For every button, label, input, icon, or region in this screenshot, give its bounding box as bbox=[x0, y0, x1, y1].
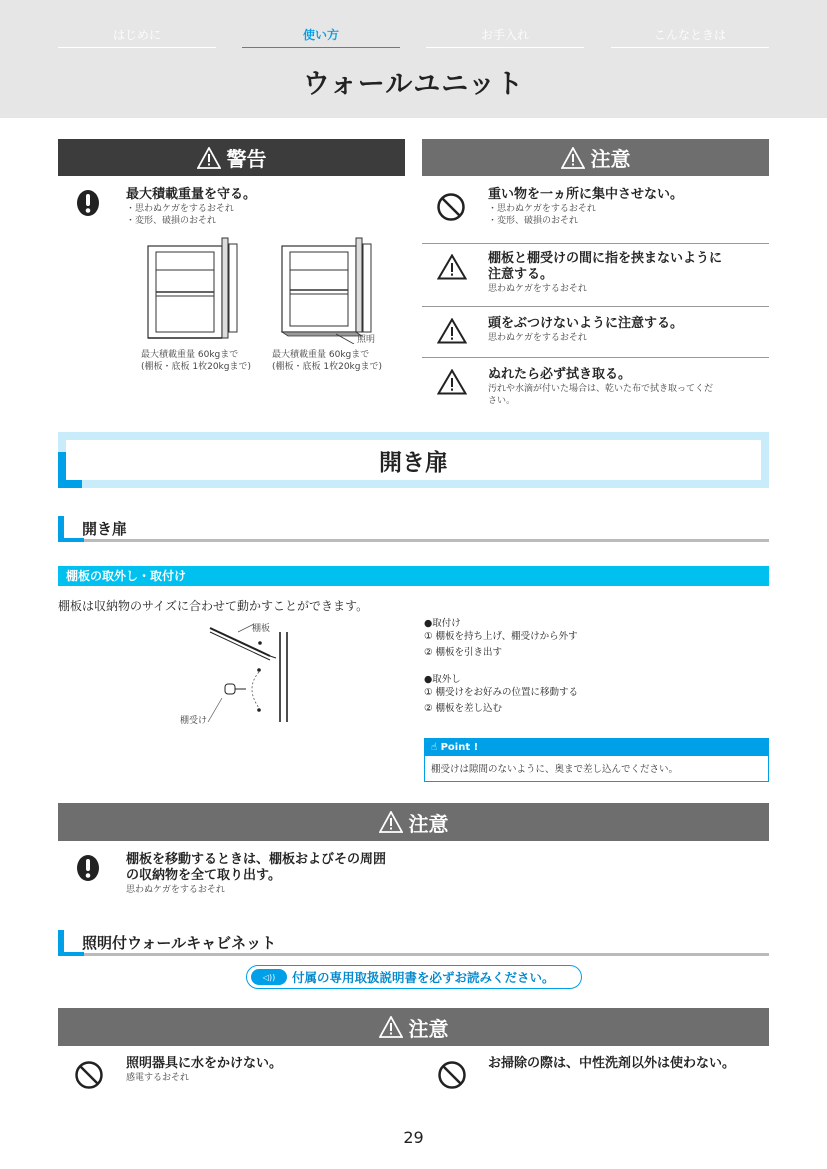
warning-line: ・変形、破損のおそれ bbox=[126, 216, 217, 226]
subsection-heading bbox=[58, 516, 769, 542]
heading-mark bbox=[58, 538, 84, 542]
caution-triangle-icon bbox=[437, 318, 467, 344]
figure-caption-line: 最大積載重量 60kgまで bbox=[272, 350, 370, 360]
warning-item bbox=[126, 187, 256, 227]
caution-bar bbox=[58, 1008, 769, 1046]
caution-heading: 注意する。 bbox=[488, 267, 554, 282]
page-number: 29 bbox=[403, 1128, 424, 1147]
caution-heading: お掃除の際は、中性洗剤以外は使わない。 bbox=[488, 1056, 736, 1071]
subsection-title: 開き扉 bbox=[82, 520, 128, 538]
section-title-box bbox=[58, 432, 769, 488]
manual-notice bbox=[246, 965, 582, 989]
mandatory-icon bbox=[76, 854, 100, 882]
divider bbox=[422, 357, 769, 358]
warning-triangle-icon bbox=[561, 147, 585, 169]
warning-heading: 最大積載重量を守る。 bbox=[126, 187, 257, 202]
intro-text: 棚板は収納物のサイズに合わせて動かすことができます。 bbox=[58, 599, 369, 613]
caution-heading: 棚板を移動するときは、棚板およびその周囲 bbox=[126, 852, 387, 867]
caution-heading: の収納物を全て取り出す。 bbox=[126, 868, 281, 883]
tab-troubleshooting[interactable]: こんなときは bbox=[611, 26, 769, 48]
tab-intro[interactable]: はじめに bbox=[58, 26, 216, 48]
section-corner bbox=[58, 480, 82, 488]
point-box bbox=[424, 738, 769, 782]
caution-triangle-icon bbox=[437, 369, 467, 395]
caution-line: 思わぬケガをするおそれ bbox=[488, 284, 587, 294]
caution-title: 注意 bbox=[408, 1016, 449, 1041]
warning-triangle-icon bbox=[379, 811, 403, 833]
caution-line: さい。 bbox=[488, 396, 516, 406]
figure-caption bbox=[141, 349, 251, 373]
caution-item bbox=[126, 852, 386, 896]
instructions bbox=[424, 617, 578, 715]
caution-heading: ぬれたら必ず拭き取る。 bbox=[488, 367, 632, 382]
caution-title: 注意 bbox=[590, 147, 631, 171]
cabinet-figure-2 bbox=[276, 236, 388, 344]
figure-caption-line: (棚板・底板 1枚20kgまで) bbox=[141, 362, 251, 372]
shelf-support-label: 棚受け bbox=[180, 716, 208, 726]
divider bbox=[422, 306, 769, 307]
notice-text: 付属の専用取扱説明書を必ずお読みください。 bbox=[292, 970, 555, 985]
mandatory-icon bbox=[76, 189, 100, 217]
speaker-icon: ◁)) bbox=[251, 969, 287, 985]
install-step: ② 棚板を引き出す bbox=[424, 647, 503, 658]
section-title-inner bbox=[66, 440, 761, 480]
caution-triangle-icon bbox=[437, 254, 467, 280]
caution-line: ・思わぬケガをするおそれ bbox=[488, 204, 596, 214]
heading-rule bbox=[84, 539, 769, 542]
prohibition-icon bbox=[437, 1060, 467, 1090]
point-text: 棚受けは隙間のないように、奥まで差し込んでください。 bbox=[431, 764, 679, 775]
caution-bar bbox=[422, 139, 769, 176]
heading-mark bbox=[58, 952, 84, 956]
caution-title: 注意 bbox=[408, 811, 449, 836]
caution-line: 汚れや水滴が付いた場合は、乾いた布で拭き取ってくだ bbox=[488, 384, 714, 394]
page-header bbox=[0, 0, 827, 118]
install-step: ① 棚板を持ち上げ、棚受けから外す bbox=[424, 631, 578, 642]
caution-heading: 照明器具に水をかけない。 bbox=[126, 1056, 283, 1071]
warning-line: ・思わぬケガをするおそれ bbox=[126, 204, 234, 214]
figure-callout: 照明 bbox=[357, 335, 376, 345]
caution-line: ・変形、破損のおそれ bbox=[488, 216, 579, 226]
install-title: ●取付け bbox=[424, 618, 461, 629]
point-header bbox=[425, 739, 768, 756]
subsection-title: 照明付ウォールキャビネット bbox=[82, 934, 277, 952]
figure-caption-line: (棚板・底板 1枚20kgまで) bbox=[272, 362, 382, 372]
divider bbox=[422, 243, 769, 244]
prohibition-icon bbox=[74, 1060, 104, 1090]
heading-rule bbox=[84, 953, 769, 956]
subsection-heading bbox=[58, 930, 769, 956]
section-nav bbox=[58, 26, 769, 46]
caution-item bbox=[488, 251, 722, 295]
caution-item bbox=[126, 1056, 282, 1084]
hand-icon: ☝ bbox=[431, 742, 438, 753]
remove-title: ●取外し bbox=[424, 674, 461, 685]
topic-heading: 棚板の取外し・取付け bbox=[58, 566, 769, 586]
shelf-diagram bbox=[170, 618, 300, 728]
caution-line: 思わぬケガをするおそれ bbox=[126, 885, 225, 895]
warning-triangle-icon bbox=[379, 1016, 403, 1038]
page-title: ウォールユニット bbox=[302, 69, 525, 100]
figure-caption bbox=[272, 349, 382, 373]
caution-line: 思わぬケガをするおそれ bbox=[488, 333, 587, 343]
tab-usage[interactable]: 使い方 bbox=[242, 26, 400, 48]
caution-heading: 頭をぶつけないように注意する。 bbox=[488, 316, 684, 331]
warning-title: 警告 bbox=[226, 147, 267, 171]
tab-care[interactable]: お手入れ bbox=[426, 26, 584, 48]
point-label: Point ! bbox=[440, 742, 479, 753]
caution-bar bbox=[58, 803, 769, 841]
caution-line: 感電するおそれ bbox=[126, 1073, 190, 1083]
caution-heading: 重い物を一ヵ所に集中させない。 bbox=[488, 187, 684, 202]
remove-step: ① 棚受けをお好みの位置に移動する bbox=[424, 687, 579, 698]
caution-item bbox=[488, 316, 683, 344]
shelf-label: 棚板 bbox=[252, 624, 271, 634]
caution-item bbox=[488, 1056, 735, 1072]
warning-bar bbox=[58, 139, 405, 176]
figure-caption-line: 最大積載重量 60kgまで bbox=[141, 350, 239, 360]
caution-heading: 棚板と棚受けの間に指を挟まないように bbox=[488, 251, 723, 266]
cabinet-figure-1 bbox=[142, 236, 246, 342]
prohibition-icon bbox=[436, 192, 466, 222]
section-title: 開き扉 bbox=[379, 449, 448, 476]
caution-item bbox=[488, 187, 683, 227]
caution-item bbox=[488, 367, 713, 407]
remove-step: ② 棚板を差し込む bbox=[424, 703, 503, 714]
warning-triangle-icon bbox=[197, 147, 221, 169]
